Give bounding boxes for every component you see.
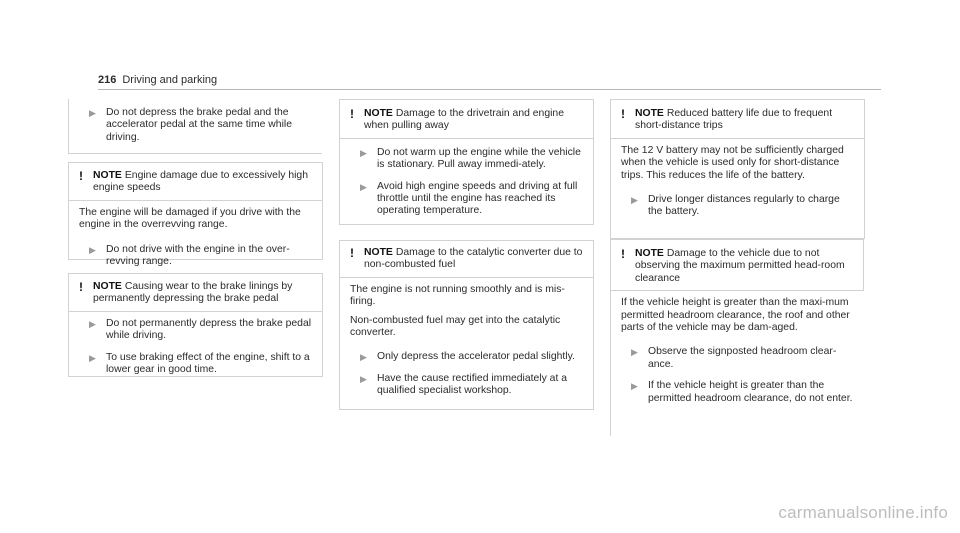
bullet-item: ▶ Drive longer distances regularly to charge the battery. <box>621 194 856 219</box>
note-title: Reduced battery life due to frequent short-distance trips <box>635 108 833 132</box>
col2-note-catalytic-converter: ! NOTE Damage to the catalytic converter due to non-combusted fuel The engine is not running smoothly and is mis‐firing. Non-combusted fuel may get into the catalytic converter. ▶ Only depress the accelerator pedal slightly. ▶ Have the cause rectified immediately at a qualified specialist workshop. <box>339 240 594 410</box>
bullet-triangle-icon: ▶ <box>89 244 96 255</box>
bullet-item: ▶ Observe the signposted headroom clear‐ance. <box>621 346 856 371</box>
warning-icon: ! <box>350 107 354 121</box>
bullet-item: ▶ If the vehicle height is greater than the permitted headroom clearance, do not enter. <box>621 380 856 405</box>
warning-icon: ! <box>79 169 83 183</box>
bullet-triangle-icon: ▶ <box>89 108 96 118</box>
header-rule <box>98 89 881 90</box>
col1-note-brake-linings: ! NOTE Causing wear to the brake linings by permanently depressing the brake pedal ▶ Do not permanently depress the brake pedal while driving. ▶ To use braking effect of the engine, shift to a lower gear in good time. <box>68 273 323 377</box>
bullet-triangle-icon: ▶ <box>360 352 367 363</box>
warning-icon: ! <box>350 246 354 260</box>
bullet-item: ▶ Have the cause rectified immediately at a qualified specialist workshop. <box>350 373 585 398</box>
bullet-item: ▶ Do not depress the brake pedal and the accelerator pedal at the same time while driving. <box>79 107 314 144</box>
warning-icon: ! <box>79 280 83 294</box>
warning-icon: ! <box>621 107 625 121</box>
bullet-triangle-icon: ▶ <box>89 318 96 329</box>
note-title: Damage to the catalytic converter due to non-combusted fuel <box>364 247 583 271</box>
warning-icon: ! <box>621 247 625 261</box>
bullet-triangle-icon: ▶ <box>360 147 367 158</box>
bullet-triangle-icon: ▶ <box>360 181 367 192</box>
note-title: Causing wear to the brake linings by permanently depressing the brake pedal <box>93 281 293 305</box>
page-header <box>98 74 217 86</box>
col2-note-drivetrain: ! NOTE Damage to the drivetrain and engine when pulling away ▶ Do not warm up the engine while the vehicle is stationary. Pull away immedi‐ately. ▶ Avoid high engine speeds and driving at full throttle until the engine has reached its operating temperature. <box>339 99 594 225</box>
note-body-1: The engine is not running smoothly and is mis‐firing. <box>350 283 565 308</box>
watermark: carmanualsonline.info <box>778 503 948 522</box>
note-title: Damage to the vehicle due to not observing the maximum permitted head‐room clearance <box>635 248 845 284</box>
col3-note-headroom: ! NOTE Damage to the vehicle due to not observing the maximum permitted head‐room clearance If the vehicle height is greater than the maxi‐mum permitted headroom clearance, the roof and other parts of the vehicle may be dam‐aged. ▶ Observe the signposted headroom clear‐ance. ▶ If the vehicle height is greater than the permitted headroom clearance, do not enter. <box>610 239 864 436</box>
col1-note-engine-speed: ! NOTE Engine damage due to excessively high engine speeds The engine will be damaged if you drive with the engine in the overrevving range. ▶ Do not drive with the engine in the over‐revving range. <box>68 162 323 260</box>
col1-top-bullet-box <box>68 99 322 154</box>
note-title: Engine damage due to excessively high engine speeds <box>93 170 308 194</box>
bullet-item: ▶ Do not drive with the engine in the over‐revving range. <box>79 244 314 269</box>
col3-note-battery: ! NOTE Reduced battery life due to frequent short-distance trips The 12 V battery may not be sufficiently charged when the vehicle is used only for short-distance trips. This reduces the life of the battery. ▶ Drive longer distances regularly to charge the battery. <box>610 99 865 239</box>
bullet-item: ▶ Do not permanently depress the brake pedal while driving. <box>79 318 314 343</box>
bullet-triangle-icon: ▶ <box>631 195 638 206</box>
bullet-triangle-icon: ▶ <box>631 347 638 358</box>
bullet-item: ▶ Only depress the accelerator pedal slightly. <box>350 351 585 363</box>
note-body: The 12 V battery may not be sufficiently charged when the vehicle is used only for short-distance trips. This reduces the life of the battery. <box>621 144 844 181</box>
note-title: Damage to the drivetrain and engine when pulling away <box>364 108 564 132</box>
bullet-item: ▶ Do not warm up the engine while the vehicle is stationary. Pull away immedi‐ately. <box>350 147 585 172</box>
bullet-triangle-icon: ▶ <box>631 381 638 392</box>
bullet-triangle-icon: ▶ <box>360 373 367 384</box>
page-number: 216 <box>98 74 117 86</box>
note-body-2: Non-combusted fuel may get into the catalytic converter. <box>350 314 561 339</box>
bullet-item: ▶ Avoid high engine speeds and driving at full throttle until the engine has reached its operating temperature. <box>350 181 585 218</box>
bullet-item: ▶ To use braking effect of the engine, shift to a lower gear in good time. <box>79 352 314 377</box>
section-title: Driving and parking <box>122 74 218 86</box>
note-body: If the vehicle height is greater than the maxi‐mum permitted headroom clearance, the roof and other parts of the vehicle may be dam‐aged. <box>621 297 850 334</box>
note-body: The engine will be damaged if you drive with the engine in the overrevving range. <box>79 206 301 231</box>
bullet-triangle-icon: ▶ <box>89 352 96 363</box>
